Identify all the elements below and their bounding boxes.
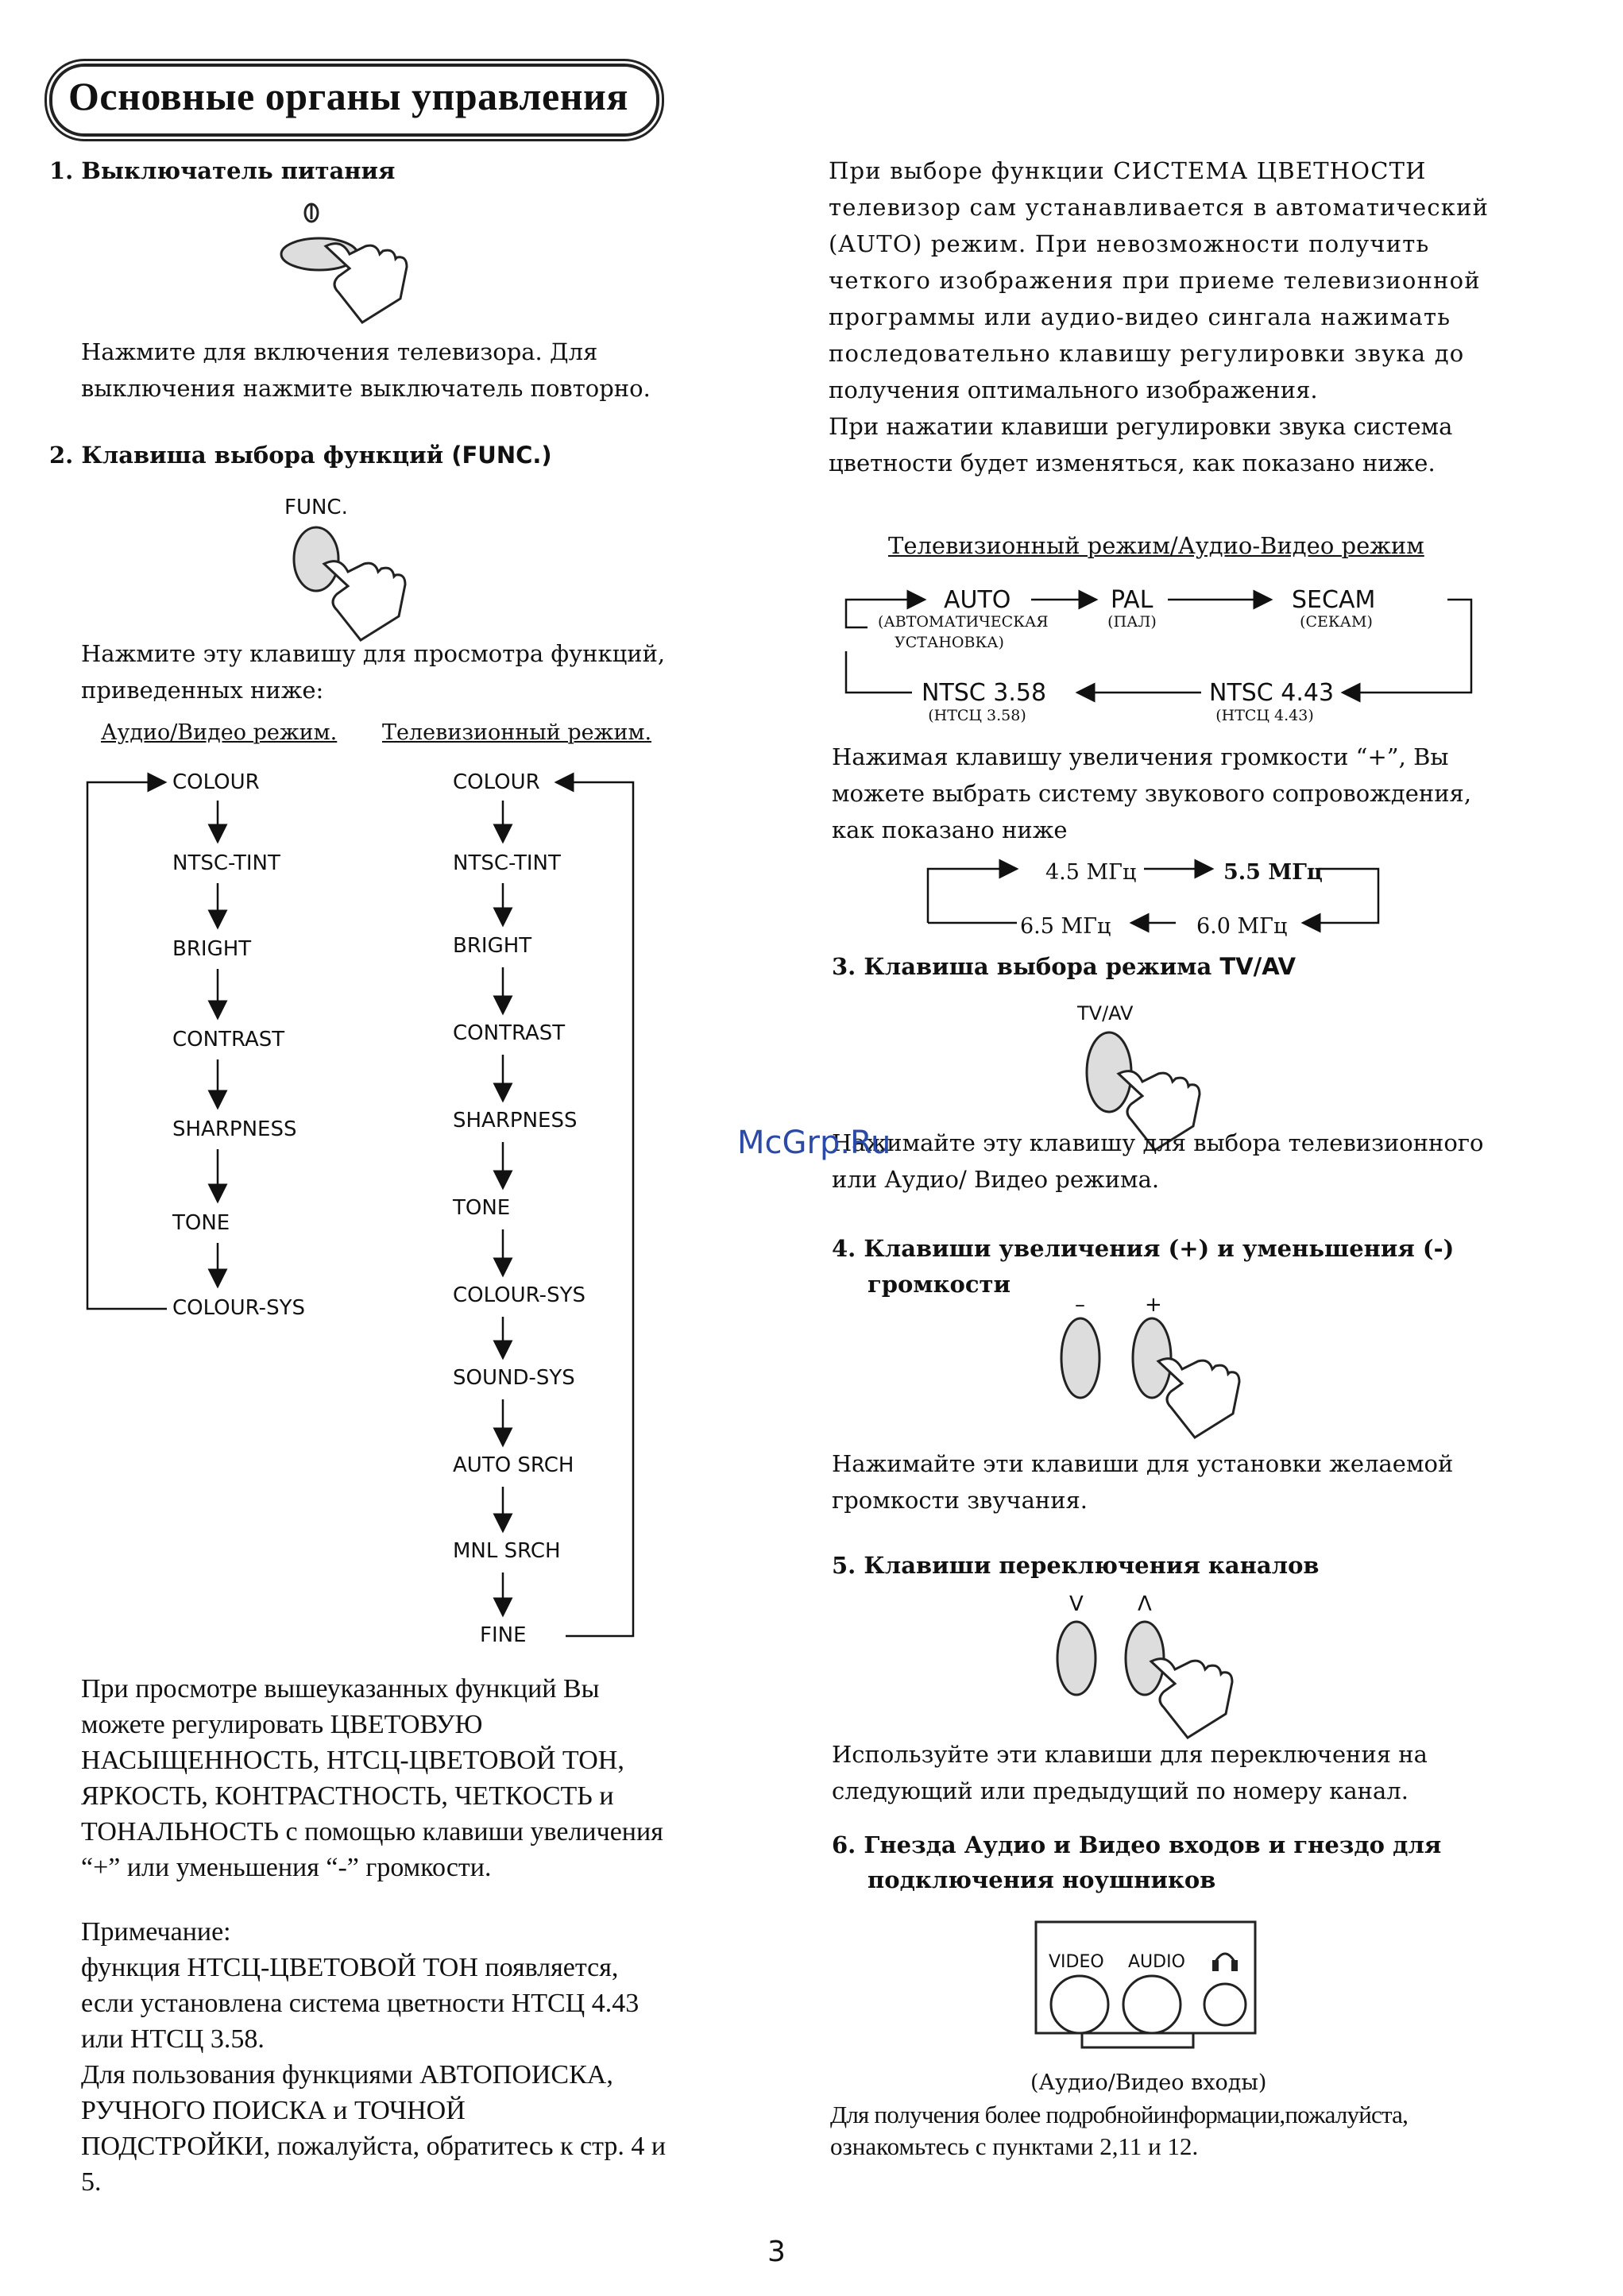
section5-text-2: следующий или предыдущий по номеру канал.	[832, 1777, 1409, 1804]
colour-sys-pal: PAL	[1111, 586, 1153, 614]
audio-jack-label: AUDIO	[1128, 1952, 1185, 1972]
colour-sys-pal-sub: (ПАЛ)	[1107, 613, 1157, 631]
colour-sys-para-2: телевизор сам устанавливается в автоматический	[829, 194, 1490, 221]
colour-sys-secam-sub: (СЕКАМ)	[1300, 613, 1373, 631]
note-line-6: ПОДСТРОЙКИ, пожалуйста, обратитесь к стр. 4 и	[81, 2132, 667, 2161]
tv-item-colour: COLOUR	[453, 770, 540, 794]
freq-4-5: 4.5 МГц	[1045, 860, 1137, 885]
section3-heading-key: TV/AV	[1219, 953, 1296, 980]
section4-heading-2: громкости	[868, 1271, 1011, 1298]
av-item-colour: COLOUR	[172, 770, 260, 794]
func-para-3: НАСЫЩЕННОСТЬ, НТСЦ-ЦВЕТОВОЙ ТОН,	[81, 1746, 624, 1775]
colour-sys-ntsc358-sub: (НТСЦ 3.58)	[928, 707, 1026, 724]
func-para-4: ЯРКОСТЬ, КОНТРАСТНОСТЬ, ЧЕТКОСТЬ и	[81, 1781, 614, 1811]
colour-sys-para-7: получения оптимального изображения.	[829, 376, 1318, 403]
note-line-2: если установлена система цветности НТСЦ 4.43	[81, 1989, 640, 2018]
watermark: McGrp.Ru	[737, 1125, 891, 1161]
section1-heading: 1. Выключатель питания	[49, 157, 396, 184]
channel-down-label: V	[1069, 1592, 1084, 1616]
section3-text-1: Нажимайте эту клавишу для выбора телевизионного	[832, 1129, 1484, 1156]
tv-item-contrast: CONTRAST	[453, 1021, 566, 1045]
colour-sys-para-3: (AUTO) режим. При невозможности получить	[829, 230, 1430, 257]
section2-text-1: Нажмите эту клавишу для просмотра функций,	[81, 640, 666, 667]
av-item-tone: TONE	[172, 1211, 230, 1235]
tv-item-colour-sys: COLOUR-SYS	[453, 1283, 585, 1307]
sound-sys-para-2: можете выбрать систему звукового сопровождения,	[832, 780, 1472, 807]
section2-heading-key: (FUNC.)	[451, 442, 552, 469]
section3-heading-text: 3. Клавиша выбора режима	[832, 953, 1212, 980]
colour-sys-auto: AUTO	[944, 586, 1011, 614]
section6-text-1: Для получения более подробнойинформации,пожалуйста,	[830, 2101, 1409, 2128]
tv-item-tone: TONE	[453, 1196, 511, 1220]
note-line-5: РУЧНОГО ПОИСКА и ТОЧНОЙ	[81, 2096, 466, 2125]
av-mode-label: Аудио/Видео режим.	[101, 720, 338, 745]
section2-text-2: приведенных ниже:	[81, 677, 324, 704]
volume-buttons-icon	[1057, 1315, 1263, 1442]
freq-6-5: 6.5 МГц	[1020, 914, 1111, 939]
section6-heading-2: подключения ноушников	[868, 1866, 1216, 1893]
section6-text-2: ознакомьтесь с пунктами 2,11 и 12.	[830, 2132, 1199, 2160]
sound-sys-para-1: Нажимая клавишу увеличения громкости “+”, Вы	[832, 743, 1449, 770]
tv-item-bright: BRIGHT	[453, 934, 532, 958]
tv-item-sharpness: SHARPNESS	[453, 1109, 578, 1133]
section4-text-2: громкости звучания.	[832, 1487, 1088, 1514]
section3-text-2: или Аудио/ Видео режима.	[832, 1166, 1160, 1193]
av-item-ntsc-tint: NTSC-TINT	[172, 851, 280, 875]
tv-item-mnl-srch: MNL SRCH	[453, 1539, 561, 1563]
colour-system-cycle-arrows	[0, 0, 1623, 1032]
page-number: 3	[767, 2236, 786, 2268]
section2-heading-text: 2. Клавиша выбора функций	[49, 442, 444, 469]
freq-5-5: 5.5 МГц	[1223, 860, 1323, 885]
func-para-5: ТОНАЛЬНОСТЬ с помощью клавиши увеличения	[81, 1817, 663, 1846]
colour-sys-para-9: цветности будет изменяться, как показано ниже.	[829, 450, 1436, 477]
colour-sys-para-1: При выборе функции СИСТЕМА ЦВЕТНОСТИ	[829, 157, 1427, 184]
func-para-6: “+” или уменьшения “-” громкости.	[81, 1853, 492, 1882]
note-title: Примечание:	[81, 1917, 231, 1947]
colour-sys-para-8: При нажатии клавиши регулировки звука система	[829, 413, 1453, 440]
tvav-button-label: TV/AV	[1077, 1002, 1134, 1025]
tv-item-auto-srch: AUTO SRCH	[453, 1453, 574, 1477]
video-jack-label: VIDEO	[1049, 1952, 1104, 1972]
section6-heading-1: 6. Гнезда Аудио и Видео входов и гнездо для	[832, 1831, 1442, 1858]
freq-6-0: 6.0 МГц	[1196, 914, 1288, 939]
volume-plus-label: +	[1145, 1293, 1162, 1317]
func-para-1: При просмотре вышеуказанных функций Вы	[81, 1674, 600, 1704]
colour-sys-para-5: программы или аудио-видео сингала нажимать	[829, 303, 1451, 330]
func-button-label: FUNC.	[284, 496, 348, 519]
volume-minus-label: –	[1075, 1293, 1085, 1317]
colour-sys-auto-sub-2: УСТАНОВКА)	[895, 634, 1004, 651]
av-item-bright: BRIGHT	[172, 937, 252, 961]
colour-sys-auto-sub-1: (АВТОМАТИЧЕСКАЯ	[878, 613, 1049, 631]
sound-sys-para-3: как показано ниже	[832, 816, 1068, 843]
section4-heading-1: 4. Клавиши увеличения (+) и уменьшения (-)	[832, 1235, 1455, 1262]
colour-sys-secam: SECAM	[1292, 586, 1376, 614]
colour-sys-para-6: последовательно клавишу регулировки звука до	[829, 340, 1465, 367]
colour-sys-para-4: четкого изображения при приеме телевизионной	[829, 267, 1481, 294]
tv-item-fine: FINE	[480, 1623, 527, 1647]
section1-text-2: выключения нажмите выключатель повторно.	[81, 375, 651, 402]
channel-buttons-icon	[1053, 1617, 1259, 1744]
tv-item-sound-sys: SOUND-SYS	[453, 1366, 575, 1390]
tv-mode-label: Телевизионный режим.	[382, 720, 652, 745]
av-item-contrast: CONTRAST	[172, 1028, 285, 1052]
section5-text-1: Используйте эти клавиши для переключения на	[832, 1741, 1428, 1768]
colour-sys-ntsc443-sub: (НТСЦ 4.43)	[1215, 707, 1314, 724]
section4-text-1: Нажимайте эти клавиши для установки желаемой	[832, 1450, 1454, 1477]
note-line-3: или НТСЦ 3.58.	[81, 2024, 265, 2054]
av-item-sharpness: SHARPNESS	[172, 1117, 297, 1141]
tvav-button-icon	[1080, 1029, 1215, 1133]
tv-item-ntsc-tint: NTSC-TINT	[453, 851, 561, 875]
colour-sys-ntsc358: NTSC 3.58	[922, 679, 1047, 707]
func-para-2: можете регулировать ЦВЕТОВУЮ	[81, 1710, 483, 1739]
colour-sys-ntsc443: NTSC 4.43	[1209, 679, 1335, 707]
av-jacks-panel	[1034, 1920, 1273, 2071]
av-jacks-caption: (Аудио/Видео входы)	[1030, 2070, 1267, 2095]
section1-text-1: Нажмите для включения телевизора. Для	[81, 338, 598, 365]
section3-heading	[832, 953, 1296, 980]
note-line-4: Для пользования функциями АВТОПОИСКА,	[81, 2060, 613, 2090]
note-line-1: функция НТСЦ-ЦВЕТОВОЙ ТОН появляется,	[81, 1953, 619, 1982]
page-title: Основные органы управления	[68, 74, 628, 118]
colour-mode-caption: Телевизионный режим/Аудио-Видео режим	[888, 532, 1424, 559]
note-line-7: 5.	[81, 2167, 102, 2197]
section5-heading: 5. Клавиши переключения каналов	[832, 1552, 1320, 1579]
channel-up-label: Λ	[1138, 1592, 1152, 1616]
av-item-colour-sys: COLOUR-SYS	[172, 1296, 305, 1320]
